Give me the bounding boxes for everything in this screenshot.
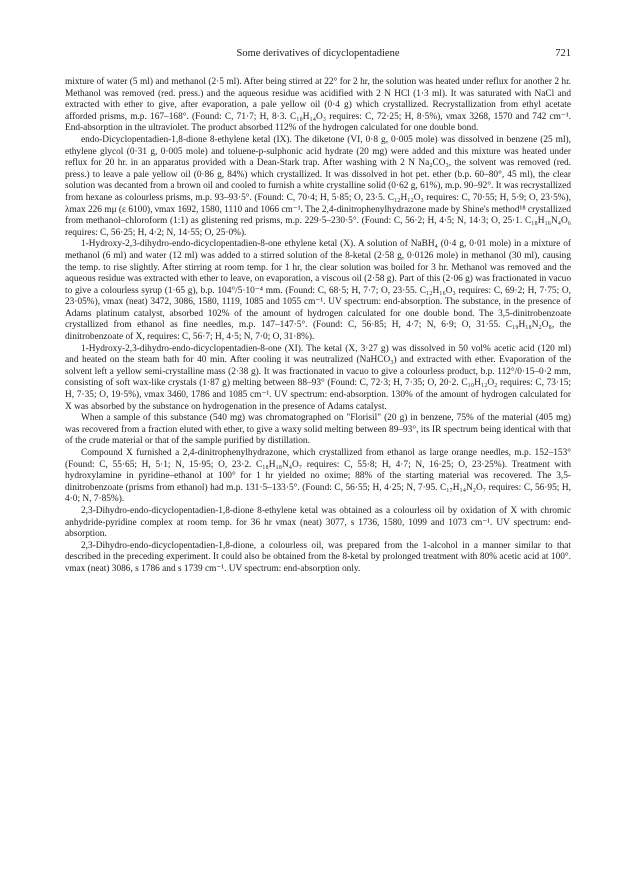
paragraph-hydroxy-ketone-xi: 1-Hydroxy-2,3-dihydro-endo-dicyclopentadien-8-one (XI). The ketal (X, 3·27 g) was dissolved in 50 vol% acetic acid (120 ml) and heated on the steam bath for 40 min. After cooling it was neutralized (NaHCO₃) and extracted with ether. Evaporation of the solvent left a yellow semi-crystalline mass (2·38 g). It was fractionated in vacuo to give a colourless product, b.p. 112°/0·15–0·2 mm, consisting of soft wax-like crystals (1·87 g) melting between 88–93° (Found: C, 72·3; H, 7·35; O, 20·2. C₁₀H₁₂O₂ requires: C, 73·15; H, 7·35; O, 19·5%), νmax 3460, 1786 and 1085 cm⁻¹. UV spectrum: end-absorption. 130% of the amount of hydrogen calculated for X was absorbed by the substance on hydrogenation in the presence of Adams catalyst.: [65, 343, 571, 412]
paragraph-florisil-chromatography: When a sample of this substance (540 mg) was chromatographed on "Florisil" (20 g) in benzene, 75% of the material (405 mg) was recovered from a fraction eluted with ether, to give a waxy solid melting between 89–93°, its IR spectrum being identical with that of the crude material or that of the sample purified by distillation.: [65, 413, 571, 447]
paragraph-dihydro-dione-ketal: 2,3-Dihydro-endo-dicyclopentadien-1,8-dione 8-ethylene ketal was obtained as a colourless oil by oxidation of X with chromic anhydride-pyridine complex at room temp. for 36 hr νmax (neat) 3077, s 1736, 1580, 1099 and 1073 cm⁻¹. UV spectrum: end-absorption.: [65, 505, 571, 540]
page-number: 721: [555, 48, 571, 59]
running-title: Some derivatives of dicyclopentadiene: [236, 48, 400, 59]
article-body: [65, 77, 571, 576]
paragraph-continuation: mixture of water (5 ml) and methanol (2·5 ml). After being stirred at 22° for 2 hr, the solution was heated under reflux for another 2 hr. Methanol was removed (red. press.) and the aqueous residue was acidified with 2 N HCl (1·3 ml). It was saturated with NaCl and extracted with ether to give, after evaporation, a pale yellow oil (0·4 g) which crystallized. Recrystallization from ethyl acetate afforded prisms, m.p. 167–168°. (Found: C, 71·7; H, 8·3. C₁₀H₁₄O₃ requires: C, 72·25; H, 8·5%), νmax 3268, 1570 and 742 cm⁻¹. End-absorption in the ultraviolet. The product absorbed 112% of the hydrogen calculated for one double bond.: [65, 77, 571, 134]
paragraph-dinitrophenylhydrazone: Compound X furnished a 2,4-dinitrophenylhydrazone, which crystallized from ethanol as large orange needles, m.p. 152–153° (Found: C, 55·65; H, 5·1; N, 15·95; O, 23·2. C₁₈H₁₈N₄O₇ requires: C, 55·8; H, 4·7; N, 16·25; O, 23·25%). Treatment with hydroxylamine in pyridine–ethanol at 100° for 1 hr yielded no oxime; 88% of the starting material was recovered. The 3,5-dinitrobenzoate (prisms from ethanol) had m.p. 131·5–133·5°. (Found: C, 56·55; H, 4·25; N, 7·95. C₁₇H₁₄N₂O₇ requires: C, 56·95; H, 4·0; N, 7·85%).: [65, 448, 571, 505]
paragraph-dihydro-dione: 2,3-Dihydro-endo-dicyclopentadien-1,8-dione, a colourless oil, was prepared from the 1-alcohol in a manner similar to that described in the preceding experiment. It could also be obtained from the 8-ketal by prolonged treatment with 80% acetic acid at 100°. νmax (neat) 3086, s 1786 and s 1739 cm⁻¹. UV spectrum: end-absorption only.: [65, 540, 571, 574]
page-header: [65, 48, 571, 64]
paragraph-diketone-ketal-ix: endo-Dicyclopentadien-1,8-dione 8-ethylene ketal (IX). The diketone (VI, 0·8 g, 0·005 mole) was dissolved in benzene (25 ml), ethylene glycol (0·31 g, 0·005 mole) and toluene-p-sulphonic acid hydrate (20 mg) were added and this mixture was heated under reflux for 20 hr. in an apparatus provided with a Dean-Stark trap. After washing with 2 N Na₂CO₃, the solvent was removed (red. press.) to leave a pale yellow oil (0·86 g, 84%) which crystallized. It was dissolved in hot pet. ether (b.p. 60–80°, 45 ml), the clear solution was decanted from a brown oil and cooled to furnish a white crystalline solid (0·62 g, 61%), m.p. 90–92°. It was recrystallized from hexane as colourless prisms, m.p. 93–93·5°. (Found: C, 70·4; H, 5·85; O, 23·5. C₁₂H₁₂O₃ requires: C, 70·55; H, 5·9; O, 23·5%), λmax 226 mμ (ε 6100), νmax 1692, 1580, 1110 and 1066 cm⁻¹. The 2,4-dinitrophenylhydrazone made by Shine's method¹⁸ crystallized from methanol–chloroform (1:1) as glistening red prisms, m.p. 229·5–230·5°. (Found: C, 56·2; H, 4·5; N, 14·3; O, 25·1. C₁₈H₁₆N₄O₆ requires: C, 56·25; H, 4·2; N, 14·55; O, 25·0%).: [65, 134, 571, 238]
paragraph-hydroxy-ketal-x: 1-Hydroxy-2,3-dihydro-endo-dicyclopentadien-8-one ethylene ketal (X). A solution of NaBH₄ (0·4 g, 0·01 mole) in a mixture of methanol (6 ml) and water (12 ml) was added to a stirred solution of the 8-ketal (2·58 g, 0·0126 mole) in methanol (30 ml), causing the temp. to rise slightly. After stirring at room temp. for 1 hr, the clear solution was boiled for 3 hr. Methanol was removed and the aqueous residue was extracted with ether to leave, on evaporation, a viscous oil (2·58 g). Part of this (2·06 g) was fractionated in vacuo to give a colourless syrup (1·65 g), b.p. 104°/5·10⁻⁴ mm. (Found: C, 68·5; H, 7·7; O, 23·55. C₁₂H₁₆O₃ requires: C, 69·2; H, 7·75; O, 23·05%), νmax (neat) 3472, 3086, 1580, 1119, 1085 and 1055 cm⁻¹. UV spectrum: end-absorption. The substance, in the presence of Adams platinum catalyst, absorbed 102% of the amount of hydrogen calculated for one double bond. The 3,5-dinitrobenzoate crystallized from ethanol as fine needles, m.p. 147–147·5°. (Found: C, 56·85; H, 4·7; N, 6·9; O, 31·55. C₁₉H₁₈N₂O₈, the dinitrobenzoate of X, requires: C, 56·7; H, 4·5; N, 7·0; O, 31·8%).: [65, 239, 571, 343]
